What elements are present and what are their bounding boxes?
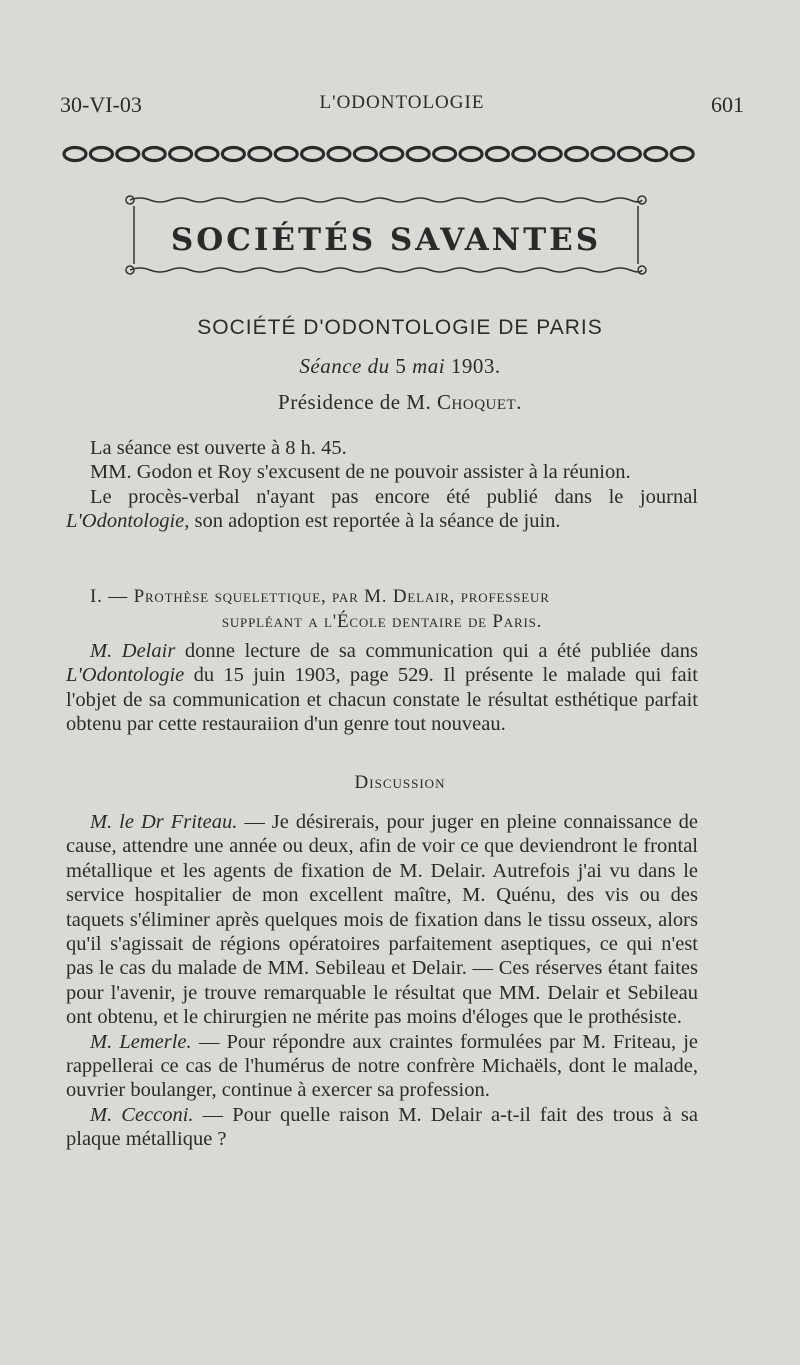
paragraph-proces-verbal: Le procès-verbal n'ayant pas encore été publié dans le journal L'Odontologie, son adoption est reportée à la séance de juin. bbox=[66, 485, 698, 533]
communication-paragraph: M. Delair donne lecture de sa communication qui a été publiée dans L'Odontologie du 15 juin 1903, page 529. Il présente le malade qui fait l'objet de sa communication et chacun constate le résultat esthétique parfait obtenu par cette restauraiion d'un genre tout nouveau. bbox=[66, 640, 699, 736]
ornament-link bbox=[513, 148, 535, 161]
speaker-delair: M. Delair bbox=[90, 640, 176, 662]
ornament-link bbox=[592, 148, 614, 161]
seance-label: Séance du bbox=[299, 354, 390, 378]
paragraph-lemerle: M. Lemerle. — Pour répondre aux craintes formulées par M. Friteau, je rappellerai ce cas de l'humérus de notre confrère Michaëls, dont le malade, ouvrier boulanger, continue à exercer sa profession. bbox=[66, 1030, 699, 1102]
paragraph-excuses: MM. Godon et Roy s'excusent de ne pouvoir assister à la réunion. bbox=[90, 461, 631, 484]
header-page-number: 601 bbox=[711, 92, 744, 117]
paragraph-cecconi: M. Cecconi. — Pour quelle raison M. Delair a-t-il fait des trous à sa plaque métallique ? bbox=[66, 1103, 699, 1151]
paragraph-friteau: M. le Dr Friteau. — Je désirerais, pour juger en pleine connaissance de cause, attendre une année ou deux, afin de voir ce que deviendront le frontal métallique et les agents de fixation de M. Delair. Autrefois j'ai vu dans le service hospitalier de mon excellent maître, M. Quénu, des vis ou des taquets s'éliminer après quelques mois de fixation dans le tissu osseux, alors qu'il s'agissait de régions opératoires parfaitement aseptiques, ce qui n'est pas le cas du malade de MM. Sebileau et Delair. — Ces réserves étant faites pour l'avenir, je trouve remarquable le résultat que MM. Delair et Sebileau ont obtenu, et le chirurgien ne mérite pas moins d'éloges que le prothésiste. bbox=[66, 811, 698, 1029]
seance-day: 5 bbox=[395, 354, 407, 378]
society-name: SOCIÉTÉ D'ODONTOLOGIE DE PARIS bbox=[197, 316, 603, 339]
ornament-link bbox=[539, 148, 561, 161]
seance-date bbox=[0, 354, 800, 379]
speaker-lemerle: M. Lemerle. bbox=[90, 1030, 192, 1053]
seance-year: 1903. bbox=[450, 354, 501, 378]
section-banner bbox=[120, 186, 652, 286]
ornament-link bbox=[170, 148, 192, 161]
ornament-link bbox=[486, 148, 508, 161]
header-date: 30-VI-03 bbox=[60, 92, 142, 117]
section-one-heading bbox=[66, 585, 698, 634]
section-heading-line-1: I. — Prothèse squelettique, par M. Delair, professeur bbox=[90, 586, 550, 607]
discussion-paragraphs bbox=[66, 810, 698, 1152]
ornament-link bbox=[434, 148, 456, 161]
journal-name: L'Odontologie, bbox=[66, 510, 190, 533]
ornament-link bbox=[64, 148, 86, 161]
ornament-link bbox=[196, 148, 218, 161]
ornamental-border bbox=[62, 143, 702, 165]
president-name: Choquet. bbox=[437, 390, 522, 414]
ornament-link bbox=[407, 148, 429, 161]
section-heading-line-2: suppléant a l'École dentaire de Paris. bbox=[221, 610, 543, 632]
journal-name: L'Odontologie bbox=[66, 664, 185, 687]
speaker-friteau: M. le Dr Friteau. bbox=[90, 811, 238, 833]
ornament-link bbox=[460, 148, 482, 161]
ornament-link bbox=[354, 148, 376, 161]
section-banner-title: SOCIÉTÉS SAVANTES bbox=[170, 222, 602, 258]
ornament-link bbox=[117, 148, 139, 161]
ornament-link bbox=[328, 148, 350, 161]
presidence-line bbox=[0, 390, 800, 415]
ornament-link bbox=[645, 148, 667, 161]
running-header bbox=[60, 92, 744, 122]
presidence-prefix: Présidence de M. bbox=[278, 390, 432, 414]
ornament-link bbox=[90, 148, 112, 161]
discussion-heading: Discussion bbox=[354, 772, 446, 793]
header-journal-title: L'ODONTOLOGIE bbox=[319, 92, 485, 113]
intro-paragraphs bbox=[66, 436, 698, 534]
ornament-link bbox=[222, 148, 244, 161]
ornament-link bbox=[566, 148, 588, 161]
ornament-link bbox=[302, 148, 324, 161]
ornament-link bbox=[275, 148, 297, 161]
ornament-link bbox=[671, 148, 693, 161]
speaker-cecconi: M. Cecconi. bbox=[90, 1103, 194, 1126]
ornament-link bbox=[618, 148, 640, 161]
ornament-link bbox=[381, 148, 403, 161]
seance-month: mai bbox=[412, 354, 446, 378]
ornament-link bbox=[249, 148, 271, 161]
paragraph-opening: La séance est ouverte à 8 h. 45. bbox=[90, 437, 347, 459]
ornament-link bbox=[143, 148, 165, 161]
